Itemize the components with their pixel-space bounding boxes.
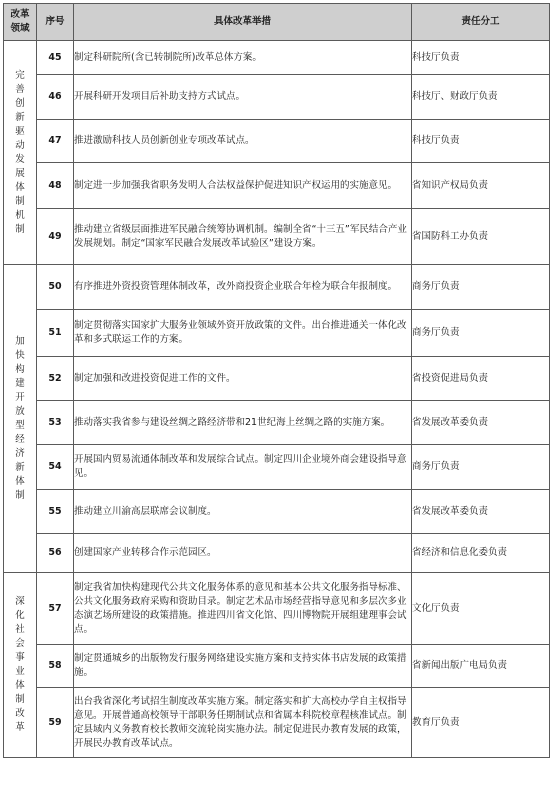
row-number: 47 [37,120,74,163]
row-number: 49 [37,209,74,265]
measure-text: 推动落实我省参与建设丝绸之路经济带和21世纪海上丝绸之路的实施方案。 [74,401,412,445]
measure-text: 有序推进外资投资管理体制改革，改外商投资企业联合年检为联合年报制度。 [74,265,412,310]
measure-text: 制定我省加快构建现代公共文化服务体系的意见和基本公共文化服务指导标准、公共文化服务政府采购和资助目录。制定艺术品市场经营指导意见和多层次多业态演艺场所建设的政策措施。推进四川省文化馆、四川博物院开展组建理事会试点。 [74,573,412,645]
measure-text: 制定贯通城乡的出版物发行服务网络建设实施方案和支持实体书店发展的政策措施。 [74,645,412,688]
measure-text: 开展科研开发项目后补助支持方式试点。 [74,75,412,120]
table-row [4,163,550,209]
row-number: 51 [37,310,74,357]
owner-text: 商务厅负责 [412,265,550,310]
owner-text: 科技厅负责 [412,41,550,75]
owner-text: 科技厅、财政厅负责 [412,75,550,120]
area-cell: 加快构建开放型经济新体制 [4,265,37,573]
measure-text: 制定进一步加强我省职务发明人合法权益保护促进知识产权运用的实施意见。 [74,163,412,209]
table-row [4,490,550,534]
row-number: 46 [37,75,74,120]
owner-text: 科技厅负责 [412,120,550,163]
row-number: 59 [37,688,74,758]
table-row [4,75,550,120]
table-row [4,445,550,490]
table-row [4,534,550,573]
header-area: 改革 领域 [4,4,37,41]
header-measure: 具体改革举措 [74,4,412,41]
reform-measures-table [3,3,550,758]
measure-text: 推动建立省级层面推进军民融合统筹协调机制。编制全省“十三五”军民结合产业发展规划。制定“国家军民融合发展改革试验区”建设方案。 [74,209,412,265]
measure-text: 开展国内贸易流通体制改革和发展综合试点。制定四川企业境外商会建设指导意见。 [74,445,412,490]
measure-text: 制定贯彻落实国家扩大服务业领域外资开放政策的文件。出台推进通关一体化改革和多式联运工作的方案。 [74,310,412,357]
row-number: 55 [37,490,74,534]
owner-text: 省投资促进局负责 [412,357,550,401]
owner-text: 省经济和信息化委负责 [412,534,550,573]
table-row [4,120,550,163]
owner-text: 商务厅负责 [412,445,550,490]
table-row [4,357,550,401]
table-row [4,209,550,265]
owner-text: 省新闻出版广电局负责 [412,645,550,688]
owner-text: 省知识产权局负责 [412,163,550,209]
measure-text: 出台我省深化考试招生制度改革实施方案。制定落实和扩大高校办学自主权指导意见。开展普通高校领导干部职务任期制试点和省属本科院校章程核准试点。制定县域内义务教育校长教师交流轮岗实施办法。制定促进民办教育发展的政策，开展民办教育改革试点。 [74,688,412,758]
header-num: 序号 [37,4,74,41]
row-number: 54 [37,445,74,490]
table-body [4,41,550,758]
owner-text: 文化厅负责 [412,573,550,645]
measure-text: 创建国家产业转移合作示范园区。 [74,534,412,573]
table-row [4,688,550,758]
table-row [4,310,550,357]
table-row [4,645,550,688]
owner-text: 教育厅负责 [412,688,550,758]
measure-text: 推动建立川渝高层联席会议制度。 [74,490,412,534]
row-number: 57 [37,573,74,645]
table-row [4,573,550,645]
table-row [4,41,550,75]
owner-text: 省发展改革委负责 [412,490,550,534]
row-number: 53 [37,401,74,445]
row-number: 45 [37,41,74,75]
owner-text: 商务厅负责 [412,310,550,357]
table-header [4,4,550,41]
row-number: 48 [37,163,74,209]
table-row [4,401,550,445]
table-row [4,265,550,310]
row-number: 50 [37,265,74,310]
measure-text: 制定加强和改进投资促进工作的文件。 [74,357,412,401]
owner-text: 省发展改革委负责 [412,401,550,445]
owner-text: 省国防科工办负责 [412,209,550,265]
row-number: 56 [37,534,74,573]
area-cell: 完善创新驱动发展体制机制 [4,41,37,265]
row-number: 52 [37,357,74,401]
measure-text: 推进激励科技人员创新创业专项改革试点。 [74,120,412,163]
header-owner: 责任分工 [412,4,550,41]
row-number: 58 [37,645,74,688]
measure-text: 制定科研院所(含已转制院所)改革总体方案。 [74,41,412,75]
area-cell: 深化社会事业体制改革 [4,573,37,758]
